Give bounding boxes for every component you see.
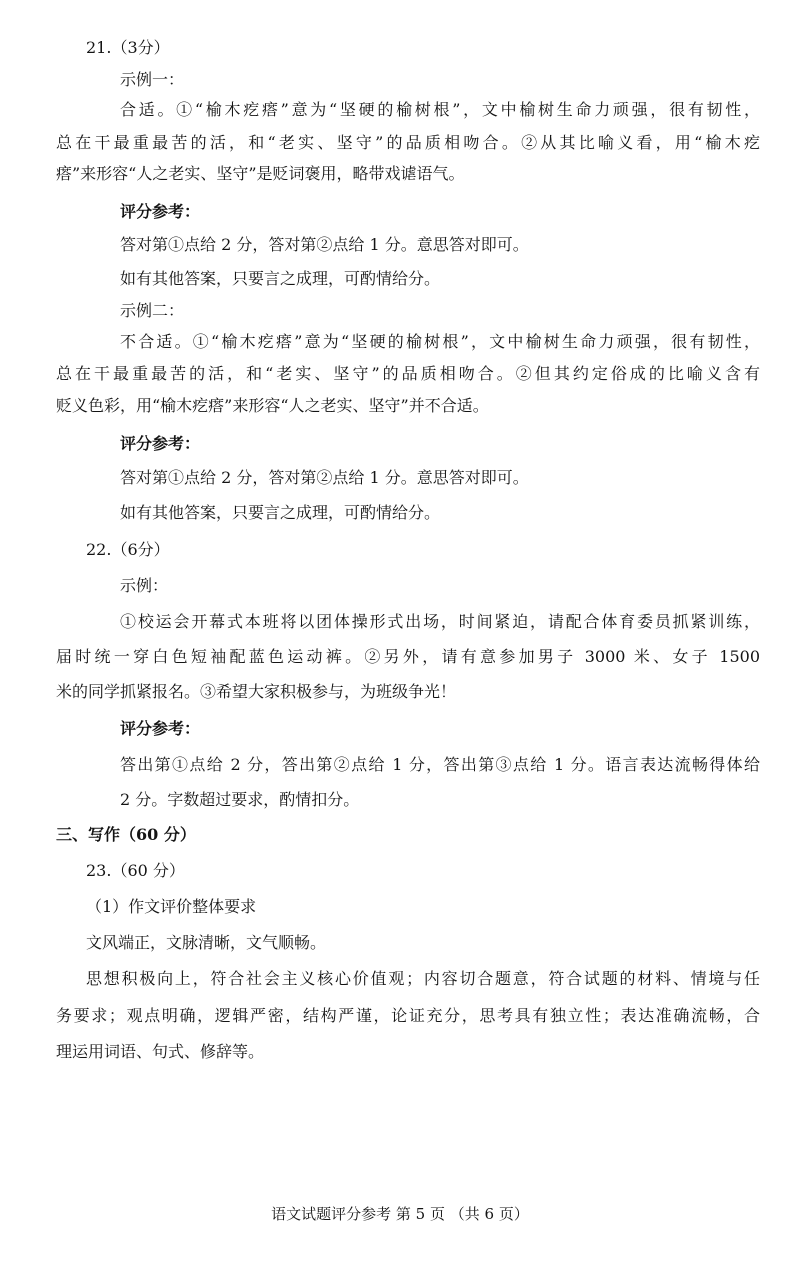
q22-line-2: 届时统一穿白色短袖配蓝色运动裤。②另外，请有意参加男子 3000 米、女子 1500 <box>56 647 760 666</box>
q23-req-line-1: 思想积极向上，符合社会主义核心价值观；内容切合题意，符合试题的材料、情境与任 <box>86 969 760 988</box>
q21-example1-line-3: 瘩”来形容“人之老实、坚守”是贬词褒用，略带戏谑语气。 <box>56 164 465 183</box>
q21-example1-scoring-title: 评分参考： <box>120 202 201 221</box>
q23-heading: 23.（60 分） <box>86 861 185 880</box>
q21-heading: 21.（3分） <box>86 38 170 57</box>
q23-req-line-3: 理运用词语、句式、修辞等。 <box>56 1042 265 1061</box>
q21-example2-line-1: 不合适。①“榆木疙瘩”意为“坚硬的榆树根”，文中榆树生命力顽强，很有韧性， <box>120 332 760 351</box>
q22-label: 示例： <box>120 576 169 595</box>
q21-example2-scoring-title: 评分参考： <box>120 434 201 453</box>
q21-example2-scoring-line-2: 如有其他答案，只要言之成理，可酌情给分。 <box>120 503 441 522</box>
q21-example2-line-3: 贬义色彩，用“榆木疙瘩”来形容“人之老实、坚守”并不合适。 <box>56 396 489 415</box>
q23-sub1: （1）作文评价整体要求 <box>86 897 257 916</box>
q21-example1-scoring-line-1: 答对第①点给 2 分，答对第②点给 1 分。意思答对即可。 <box>120 235 529 254</box>
q21-example1-label: 示例一： <box>120 70 185 89</box>
page-footer: 语文试题评分参考 第 5 页 （共 6 页） <box>271 1205 529 1223</box>
q21-example1-line-1: 合适。①“榆木疙瘩”意为“坚硬的榆树根”，文中榆树生命力顽强，很有韧性， <box>120 100 760 119</box>
q23-style-line: 文风端正，文脉清晰，文气顺畅。 <box>86 933 327 952</box>
q23-req-line-2: 务要求；观点明确，逻辑严密，结构严谨，论证充分，思考具有独立性；表达准确流畅，合 <box>56 1006 760 1025</box>
q21-example1-scoring-line-2: 如有其他答案，只要言之成理，可酌情给分。 <box>120 269 441 288</box>
q21-example1-line-2: 总在干最重最苦的活，和“老实、坚守”的品质相吻合。②从其比喻义看，用“榆木疙 <box>56 133 760 152</box>
q21-example2-line-2: 总在干最重最苦的活，和“老实、坚守”的品质相吻合。②但其约定俗成的比喻义含有 <box>56 364 760 383</box>
q22-line-3: 米的同学抓紧报名。③希望大家积极参与，为班级争光！ <box>56 682 457 701</box>
q22-heading: 22.（6分） <box>86 540 170 559</box>
q22-scoring-line-2: 2 分。字数超过要求，酌情扣分。 <box>120 790 360 809</box>
section3-title: 三、写作（60 分） <box>56 825 196 844</box>
q22-scoring-title: 评分参考： <box>120 719 201 738</box>
q21-example2-scoring-line-1: 答对第①点给 2 分，答对第②点给 1 分。意思答对即可。 <box>120 468 529 487</box>
q21-example2-label: 示例二： <box>120 301 185 320</box>
q22-line-1: ①校运会开幕式本班将以团体操形式出场，时间紧迫，请配合体育委员抓紧训练， <box>120 612 760 631</box>
q22-scoring-line-1: 答出第①点给 2 分，答出第②点给 1 分，答出第③点给 1 分。语言表达流畅得体给 <box>120 755 760 774</box>
